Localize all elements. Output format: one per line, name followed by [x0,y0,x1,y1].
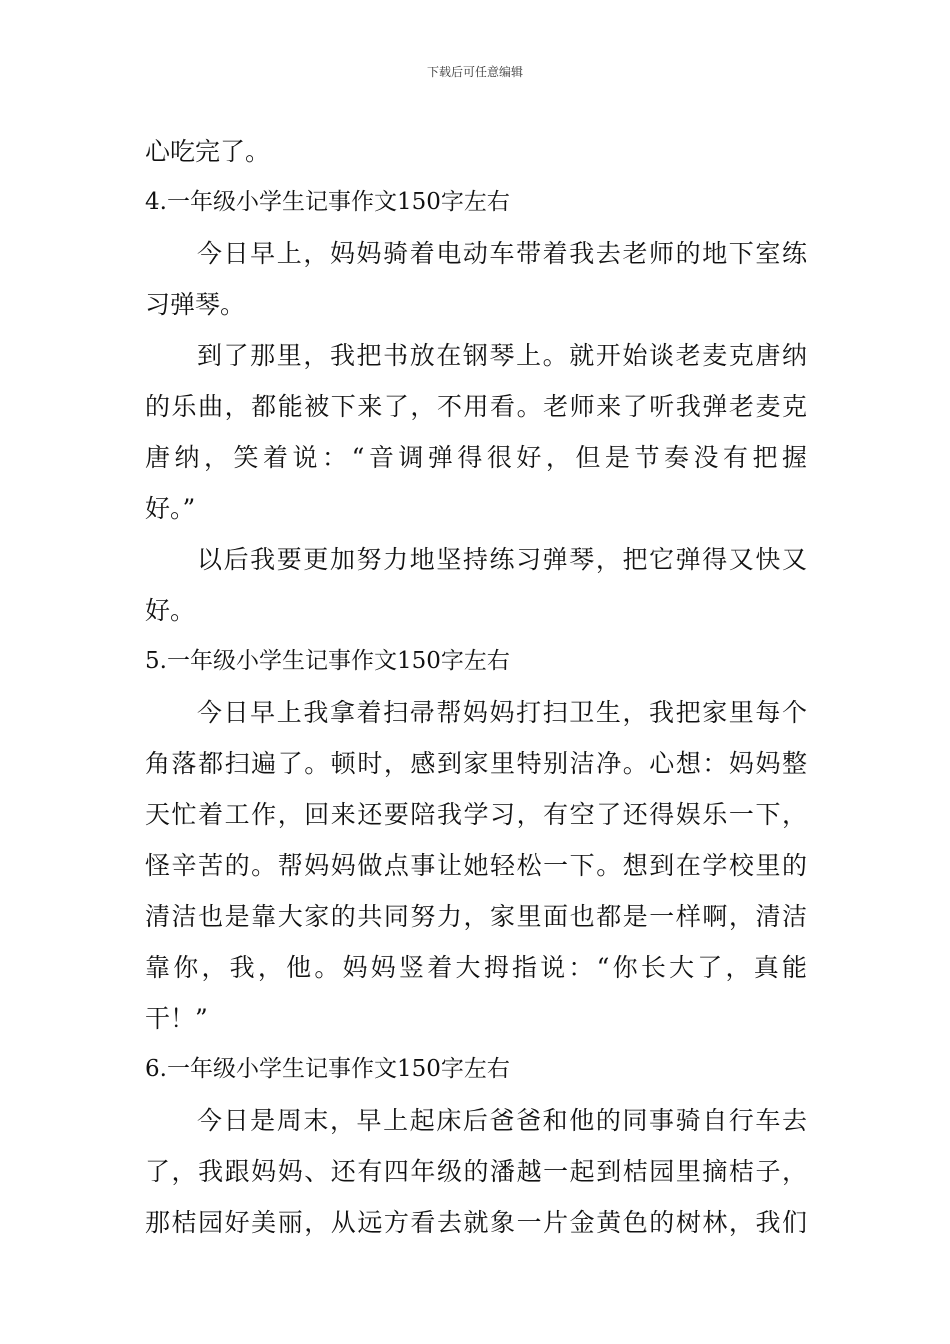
text-line: 今日早上我拿着扫帚帮妈妈打扫卫生，我把家里每个 [197,698,807,727]
text-line: 习弹琴。 [145,290,246,319]
text-line: 那桔园好美丽，从远方看去就象一片金黄色的树林，我们 [145,1208,807,1237]
document-body [145,126,807,1248]
text-line: 好。 [145,596,196,625]
page-header: 下载后可任意编辑 [426,65,523,79]
section-heading: 4.一年级小学生记事作文150字左右 [145,189,510,215]
section-heading: 6.一年级小学生记事作文150字左右 [145,1056,510,1082]
text-line: 角落都扫遍了。顿时，感到家里特别洁净。心想：妈妈整 [145,749,807,778]
text-line: 以后我要更加努力地坚持练习弹琴，把它弹得又快又 [197,545,807,574]
text-line: 靠你，我，他。妈妈竖着大拇指说：“你长大了，真能 [145,953,807,982]
text-line: 心吃完了。 [145,137,271,166]
text-line: 好。” [145,494,196,523]
text-line: 唐纳，笑着说：“音调弹得很好，但是节奏没有把握 [145,443,807,472]
text-line: 今日早上，妈妈骑着电动车带着我去老师的地下室练 [197,239,807,268]
text-line: 怪辛苦的。帮妈妈做点事让她轻松一下。想到在学校里的 [145,851,807,880]
section-heading: 5.一年级小学生记事作文150字左右 [145,648,510,674]
text-line: 天忙着工作，回来还要陪我学习，有空了还得娱乐一下， [145,800,807,829]
text-line: 的乐曲，都能被下来了，不用看。老师来了听我弹老麦克 [145,392,807,421]
text-line: 清洁也是靠大家的共同努力，家里面也都是一样啊，清洁 [145,902,807,931]
text-line: 到了那里，我把书放在钢琴上。就开始谈老麦克唐纳 [197,341,807,370]
text-line: 干！” [145,1004,208,1033]
text-line: 今日是周末，早上起床后爸爸和他的同事骑自行车去 [197,1106,807,1135]
text-line: 了，我跟妈妈、还有四年级的潘越一起到桔园里摘桔子， [145,1157,807,1186]
